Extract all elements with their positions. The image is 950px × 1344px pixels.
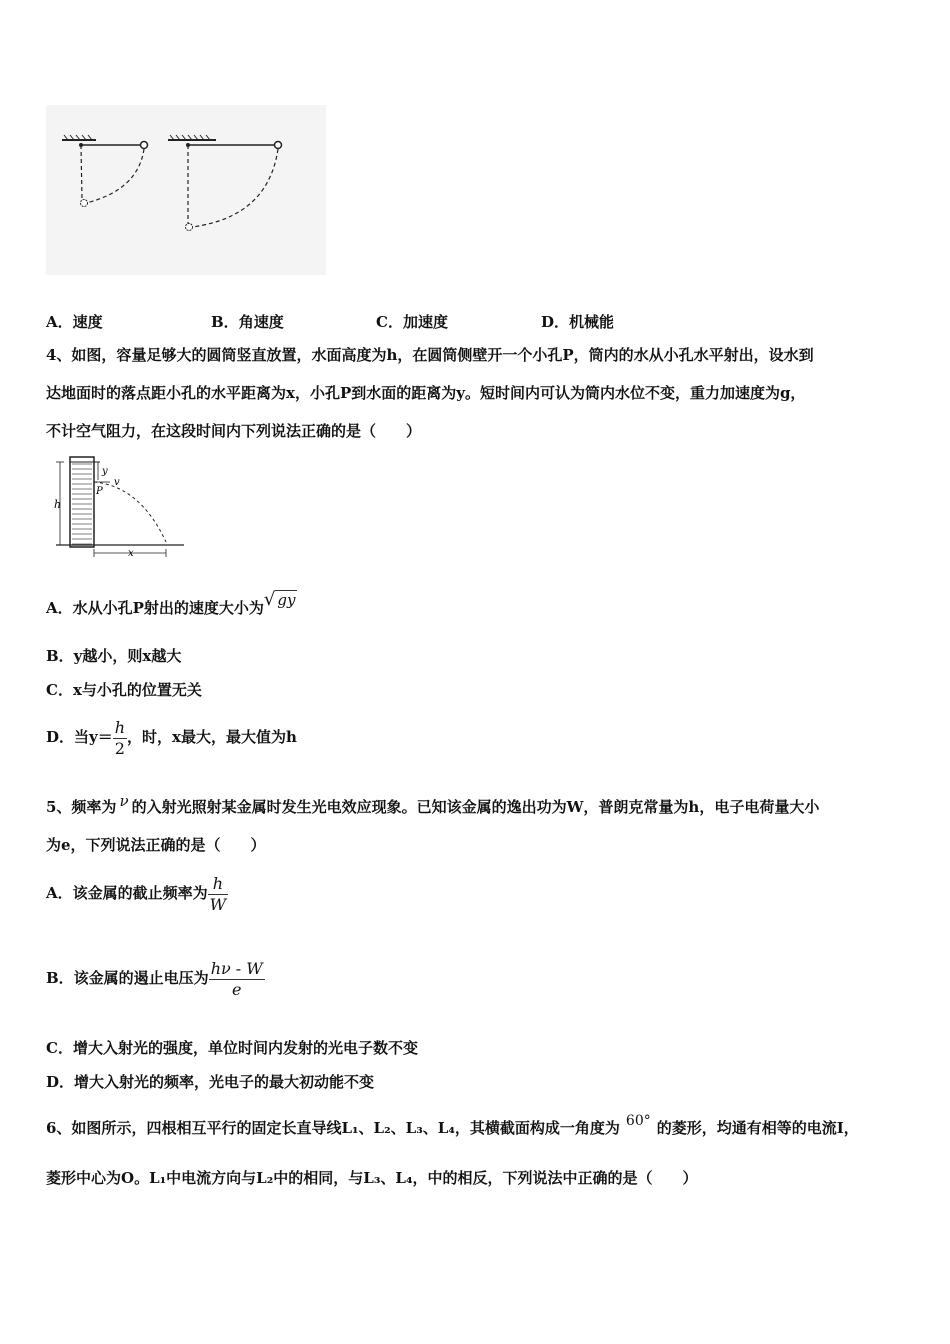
option-text: 加速度 [402,313,448,331]
q3-option-b[interactable] [211,311,284,332]
fraction-denominator: 2 [113,738,127,759]
pendulum-figure [46,105,326,275]
option-letter: C． [376,313,403,331]
q5-option-a[interactable] [46,870,228,916]
q4-stem-line2: 达地面时的落点距小孔的水平距离为x，小孔P到水面的距离为y。短时间内可认为筒内水位不变，重力加速度为g， [46,384,806,402]
angle-value: 60° [625,1113,651,1129]
option-letter: B． [211,313,239,331]
q4-stem-line3: 不计空气阻力，在这段时间内下列说法正确的是（ ） [46,422,422,440]
stem-text: 的入射光照射某金属时发生光电效应现象。已知该金属的逸出功为W，普朗克常量为h，电子电荷量大小 [131,798,820,816]
cylinder-figure [48,452,188,564]
fraction-numerator: h [212,873,224,893]
option-text: A．该金属的截止频率为 [46,884,208,902]
fraction-h-over-w [208,874,228,915]
option-letter: A． [46,313,73,331]
fraction-stopping-voltage [209,959,265,1000]
sqrt-radicand: gy [277,591,296,609]
sqrt-formula: √ gy [263,589,296,610]
q3-option-d[interactable] [541,311,614,332]
q3-option-a[interactable] [46,311,103,332]
option-text: D．当y＝ [46,728,113,746]
option-text: 机械能 [569,313,615,331]
label-h: h [54,498,62,511]
stem-text: 6、如图所示，四根相互平行的固定长直导线L₁、L₂、L₃、L₄，其横截面构成一角度为 [46,1119,620,1137]
option-text: ，时，x最大，最大值为h [127,728,297,746]
q5-stem-line1 [46,792,820,817]
q6-stem-line2: 菱形中心为O。L₁中电流方向与L₂中的相同，与L₃、L₄，中的相反，下列说法中正确的是（ ） [46,1169,698,1187]
q4-stem-line1: 4、如图，容量足够大的圆筒竖直放置，水面高度为h，在圆筒侧壁开一个小孔P，筒内的水从小孔水平射出，设水到 [46,346,814,364]
fraction-numerator: h [114,717,126,737]
option-text: A．水从小孔P射出的速度大小为 [46,599,264,617]
option-letter: D． [541,313,570,331]
q5-stem-line2: 为e，下列说法正确的是（ ） [46,836,266,854]
label-x: x [128,548,134,559]
q5-option-c[interactable]: C．增大入射光的强度，单位时间内发射的光电子数不变 [46,1039,418,1057]
q6-stem-line1 [46,1113,859,1139]
fraction-h-over-2 [113,718,127,759]
fraction-denominator: W [209,894,227,914]
fraction-numerator: hν - W [210,958,263,978]
pendulum-diagram [46,105,326,275]
q3-option-c[interactable] [376,311,448,332]
q3-options [46,311,846,331]
pendulum-left [62,135,148,207]
stem-text: 5、频率为 [46,798,117,816]
q4-option-a[interactable] [46,589,297,618]
pendulum-right [168,135,282,231]
label-y: y [102,466,108,477]
fraction-denominator: e [209,979,265,1000]
q5-option-d[interactable]: D．增大入射光的频率，光电子的最大初动能不变 [46,1073,375,1091]
label-p: P [96,486,103,497]
cylinder-diagram [48,452,188,564]
q5-option-b[interactable] [46,955,265,1001]
q4-option-b[interactable]: B．y越小，则x越大 [46,647,182,665]
option-text: 角速度 [238,313,284,331]
label-v: v [114,477,120,488]
stem-text: 的菱形，均通有相等的电流I， [656,1119,859,1137]
q4-option-c[interactable]: C．x与小孔的位置无关 [46,681,202,699]
nu-symbol: ν [119,792,129,810]
option-text: 速度 [72,313,103,331]
option-text: B．该金属的遏止电压为 [46,969,209,987]
q4-option-d[interactable] [46,714,297,760]
